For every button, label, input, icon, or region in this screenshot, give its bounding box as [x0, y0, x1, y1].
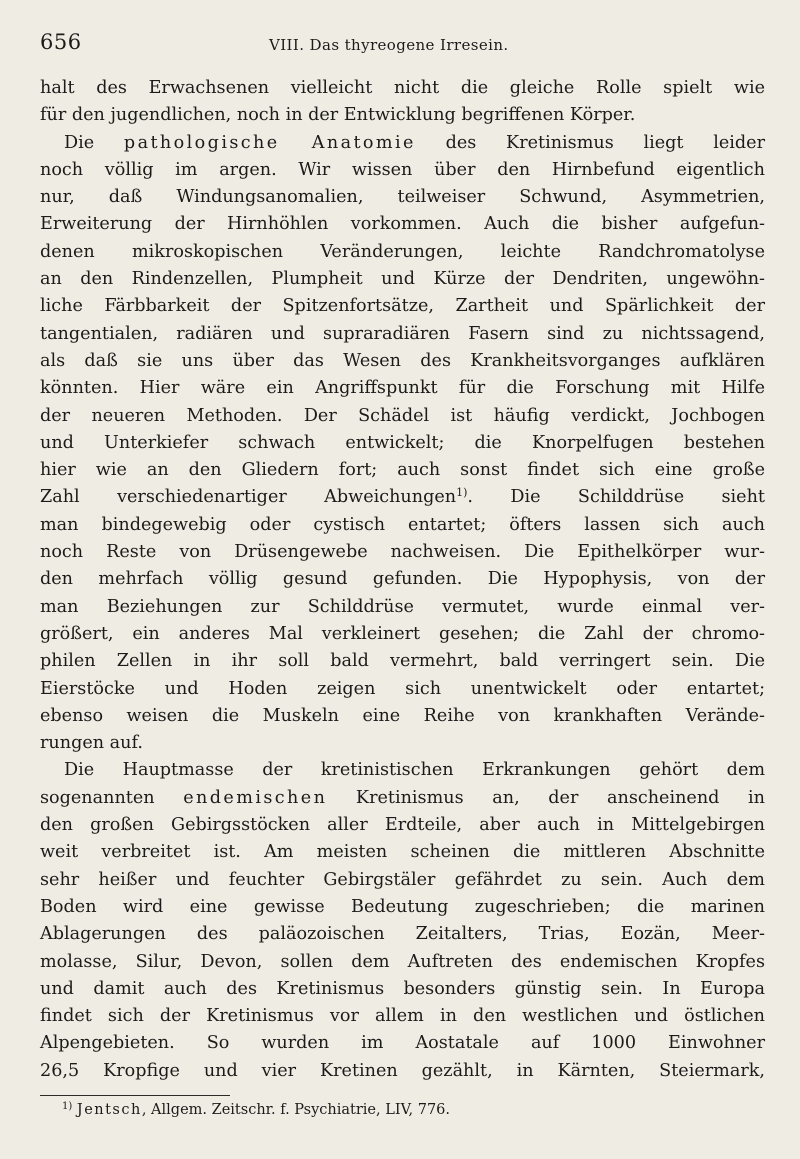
footnote-author: Jentsch	[76, 1102, 142, 1118]
text-line: und Unterkiefer schwach entwickelt; die Knorpelfugen bestehen	[40, 432, 765, 453]
body-text	[40, 75, 765, 1085]
footnote-rule	[40, 1095, 230, 1096]
text-line: 26,5 Kropfige und vier Kretinen gezählt, in Kärnten, Steiermark,	[40, 1060, 765, 1081]
text-line: größert, ein anderes Mal verkleinert gesehen; die Zahl der chromo-	[40, 623, 765, 644]
footnote-text: , Allgem. Zeitschr. f. Psychiatrie, LIV, 776.	[141, 1102, 451, 1118]
text-line: tangentialen, radiären und supraradiären Fasern sind zu nichtssagend,	[40, 323, 765, 344]
text-line: rungen auf.	[40, 733, 143, 754]
text-line: nur, daß Windungsanomalien, teilweiser Schwund, Asymmetrien,	[40, 187, 765, 208]
text-line: den mehrfach völlig gesund gefunden. Die Hypophysis, von der	[40, 569, 765, 590]
text-line: könnten. Hier wäre ein Angriffspunkt für die Forschung mit Hilfe	[40, 378, 765, 399]
text-line: liche Färbbarkeit der Spitzenfortsätze, Zartheit und Spärlichkeit der	[40, 296, 765, 317]
text-line: den großen Gebirgsstöcken aller Erdteile, aber auch in Mittelgebirgen	[40, 815, 765, 836]
text-line: hier wie an den Gliedern fort; auch sonst findet sich eine große	[40, 460, 765, 481]
text-line: Die pathologische Anatomie des Kretinismus liegt leider	[64, 132, 765, 153]
text-line: und damit auch des Kretinismus besonders günstig sein. In Europa	[40, 978, 765, 999]
text-line: sehr heißer und feuchter Gebirgstäler gefährdet zu sein. Auch dem	[40, 869, 765, 890]
running-title: VIII. Das thyreogene Irresein.	[269, 36, 509, 54]
page-number: 656	[40, 30, 82, 54]
text-line: denen mikroskopischen Veränderungen, leichte Randchromatolyse	[40, 241, 765, 262]
text-line: Erweiterung der Hirnhöhlen vorkommen. Auch die bisher aufgefun-	[40, 214, 765, 235]
text-line: sogenannten endemischen Kretinismus an, der anscheinend in	[40, 787, 765, 808]
text-line: Ablagerungen des paläozoischen Zeitalters, Trias, Eozän, Meer-	[40, 924, 765, 945]
text-line: als daß sie uns über das Wesen des Krankheitsvorganges aufklären	[40, 350, 765, 371]
text-line: Alpengebieten. So wurden im Aostatale auf 1000 Einwohner	[40, 1033, 765, 1054]
text-line: Zahl verschiedenartiger Abweichungen$^{1)}$. Die Schilddrüse sieht	[40, 486, 765, 508]
text-line: man bindegewebig oder cystisch entartet; öfters lassen sich auch	[40, 514, 765, 535]
text-line: an den Rindenzellen, Plumpheit und Kürze der Dendriten, ungewöhn-	[40, 269, 765, 290]
emphasis-spaced: pathologische Anatomie	[123, 132, 416, 153]
text-line: halt des Erwachsenen vielleicht nicht die gleiche Rolle spielt wie	[40, 78, 765, 98]
text-line: noch völlig im argen. Wir wissen über den Hirnbefund eigentlich	[40, 159, 765, 180]
text-line: der neueren Methoden. Der Schädel ist häufig verdickt, Jochbogen	[40, 405, 765, 426]
footnote	[62, 1100, 450, 1120]
emphasis-spaced: endemischen	[183, 787, 328, 808]
text-line: philen Zellen in ihr soll bald vermehrt, bald verringert sein. Die	[40, 651, 765, 672]
page-header	[40, 30, 760, 60]
text-line: man Beziehungen zur Schilddrüse vermutet, wurde einmal ver-	[40, 596, 765, 617]
text-line: ebenso weisen die Muskeln eine Reihe von krankhaften Verände-	[40, 705, 765, 726]
text-line: für den jugendlichen, noch in der Entwicklung begriffenen Körper.	[40, 105, 636, 126]
footnote-reference: 1)	[456, 486, 468, 500]
text-line: Eierstöcke und Hoden zeigen sich unentwickelt oder entartet;	[40, 678, 765, 699]
text-line: Die Hauptmasse der kretinistischen Erkrankungen gehört dem	[64, 760, 765, 781]
footnote-marker: 1)	[62, 1101, 73, 1112]
text-line: findet sich der Kretinismus vor allem in den westlichen und östlichen	[40, 1006, 765, 1027]
text-line: weit verbreitet ist. Am meisten scheinen die mittleren Abschnitte	[40, 842, 765, 863]
text-line: noch Reste von Drüsengewebe nachweisen. Die Epithelkörper wur-	[40, 542, 765, 563]
text-line: Boden wird eine gewisse Bedeutung zugeschrieben; die marinen	[40, 896, 765, 917]
text-line: molasse, Silur, Devon, sollen dem Auftreten des endemischen Kropfes	[40, 951, 765, 972]
